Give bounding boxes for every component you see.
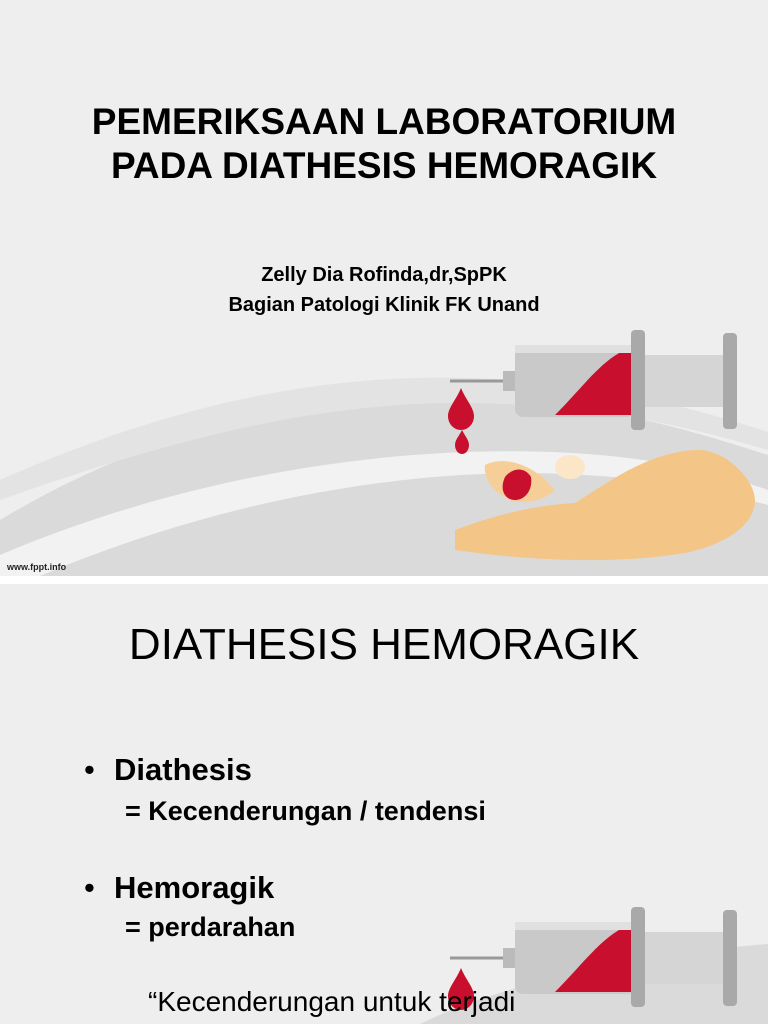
slide-title	[0, 100, 768, 188]
bullet-marker: •	[84, 752, 95, 787]
slide-title: DIATHESIS HEMORAGIK	[128, 620, 640, 669]
bullet-marker: •	[84, 870, 95, 905]
content-slide	[0, 584, 768, 1024]
bullet-term: Diathesis	[114, 752, 252, 787]
hand-icon	[455, 445, 765, 565]
watermark: www.fppt.info	[7, 562, 67, 572]
slide-subtitle	[0, 260, 768, 320]
affiliation: Bagian Patologi Klinik FK Unand	[228, 294, 540, 316]
bullet-item	[84, 752, 252, 788]
bullet-item	[84, 870, 274, 906]
bullet-definition: = Kecenderungan / tendensi	[125, 796, 486, 826]
title-line-1: PEMERIKSAAN LABORATORIUM	[91, 101, 677, 142]
title-line-2: PADA DIATHESIS HEMORAGIK	[110, 145, 658, 186]
syringe-icon	[445, 325, 765, 445]
bullet-term: Hemoragik	[114, 870, 275, 905]
bullet-definition: = perdarahan	[125, 912, 296, 942]
author: Zelly Dia Rofinda,dr,SpPK	[261, 264, 507, 286]
quote-text: “Kecenderungan untuk terjadi	[148, 986, 516, 1017]
